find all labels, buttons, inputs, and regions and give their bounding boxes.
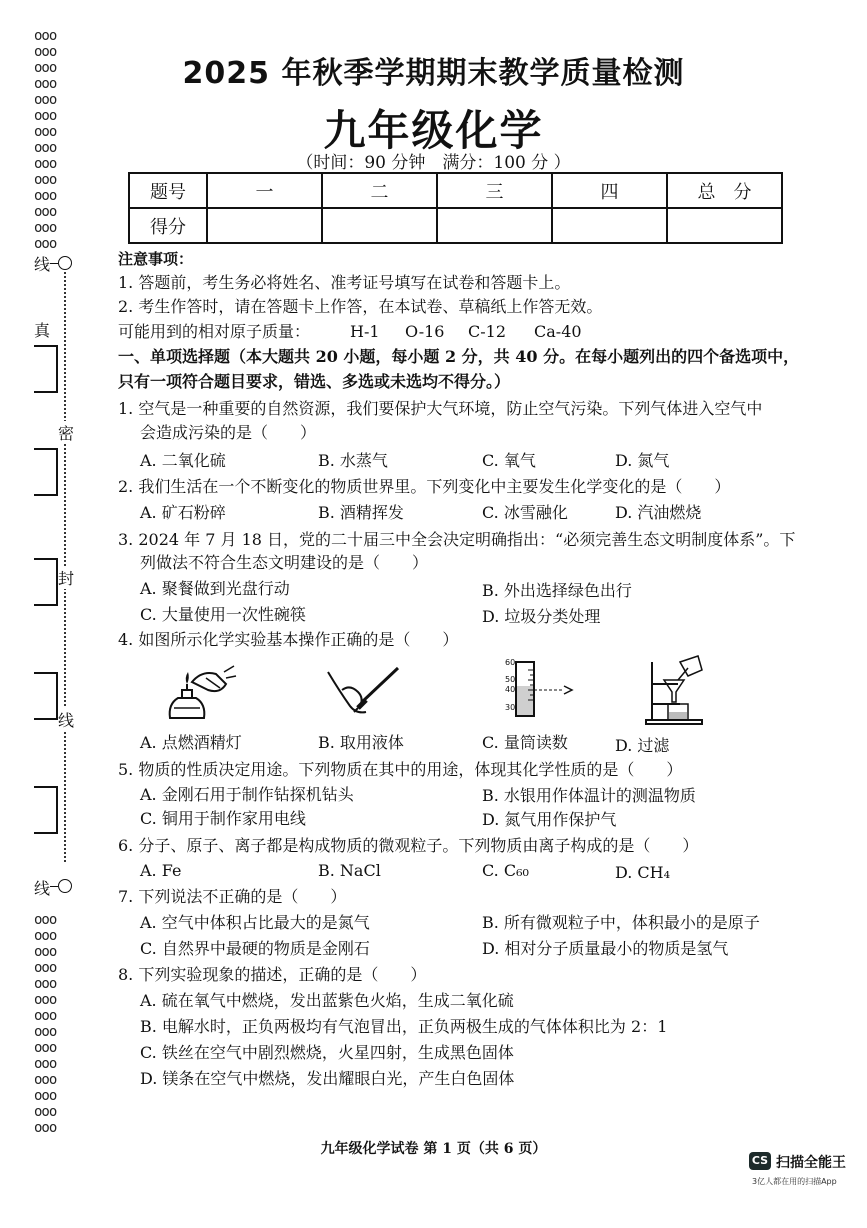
- q7-option-b: B. 所有微观粒子中，体积最小的是原子: [482, 913, 760, 932]
- score-blank[interactable]: [322, 208, 437, 243]
- score-blank[interactable]: [437, 208, 552, 243]
- notes-heading: 注意事项：: [118, 250, 194, 268]
- q7-option-a: A. 空气中体积占比最大的是氮气: [140, 913, 370, 932]
- q1-option-d: D. 氮气: [615, 451, 670, 470]
- q1-stem-cont: 会造成污染的是（ ）: [140, 423, 317, 442]
- score-cell-label: 题号: [129, 173, 207, 208]
- q7-option-c: C. 自然界中最硬的物质是金刚石: [140, 939, 370, 958]
- cylinder-tick-60: 60: [505, 658, 516, 667]
- score-table-header-row: [129, 173, 782, 208]
- q7-stem: 7. 下列说法不正确的是（ ）: [118, 887, 347, 906]
- score-row-label: 得分: [129, 208, 207, 243]
- score-cell-3: 三: [437, 173, 552, 208]
- margin-box-3: [34, 558, 58, 606]
- q4-option-d: D. 过滤: [615, 736, 670, 755]
- time-info: （时间：90 分钟 满分：100 分 ）: [296, 153, 571, 173]
- score-table: [128, 172, 783, 244]
- score-cell-2: 二: [322, 173, 437, 208]
- margin-label-fill: 真: [34, 321, 51, 340]
- q4-option-a: A. 点燃酒精灯: [140, 733, 242, 752]
- q2-option-d: D. 汽油燃烧: [615, 503, 702, 522]
- binding-ring-bottom: [58, 879, 72, 893]
- atomic-mass-h: H-1: [350, 322, 380, 341]
- q4-stem: 4. 如图所示化学实验基本操作正确的是（ ）: [118, 630, 459, 649]
- margin-label-line-top: 线: [34, 255, 51, 274]
- camscanner-name: 扫描全能王: [776, 1155, 846, 1171]
- q2-option-a: A. 矿石粉碎: [140, 503, 226, 522]
- q7-option-d: D. 相对分子质量最小的物质是氢气: [482, 939, 729, 958]
- cylinder-tick-30: 30: [505, 703, 516, 712]
- margin-box-5: [34, 786, 58, 834]
- q5-option-b: B. 水银用作体温计的测温物质: [482, 786, 696, 805]
- q4-option-c: C. 量筒读数: [482, 733, 568, 752]
- margin-label-line-mid: 线: [58, 708, 74, 731]
- margin-box-2: [34, 448, 58, 496]
- dropper-figure: [322, 662, 404, 724]
- score-cell-4: 四: [552, 173, 667, 208]
- q6-option-b: B. NaCl: [318, 861, 381, 880]
- q3-option-a: A. 聚餐做到光盘行动: [140, 579, 290, 598]
- score-blank[interactable]: [207, 208, 322, 243]
- q5-option-d: D. 氮气用作保护气: [482, 810, 617, 829]
- score-blank[interactable]: [552, 208, 667, 243]
- q8-option-a: A. 硫在氧气中燃烧，发出蓝紫色火焰，生成二氧化硫: [140, 991, 514, 1010]
- alcohol-lamp-figure: [162, 660, 238, 724]
- margin-box-4: [34, 672, 58, 720]
- margin-tick: [50, 886, 58, 887]
- q3-stem: 3. 2024 年 7 月 18 日，党的二十届三中全会决定明确指出：“必须完善生态文明制度体系”。下: [118, 530, 796, 549]
- margin-tick: [50, 263, 58, 264]
- q2-stem: 2. 我们生活在一个不断变化的物质世界里。下列变化中主要发生化学变化的是（ ）: [118, 477, 731, 496]
- section1-heading: 一、单项选择题（本大题共 20 小题，每小题 2 分，共 40 分。在每小题列出的四个备选项中，: [118, 347, 800, 366]
- q1-option-b: B. 水蒸气: [318, 451, 388, 470]
- filtration-figure: [638, 654, 710, 726]
- binding-ring-top: [58, 256, 72, 270]
- q4-option-b: B. 取用液体: [318, 733, 404, 752]
- q6-option-c: C. C₆₀: [482, 861, 529, 880]
- q6-option-a: A. Fe: [140, 861, 182, 880]
- atomic-mass-ca: Ca-40: [534, 322, 582, 341]
- exam-title: 2025 年秋季学期期末教学质量检测: [182, 56, 685, 91]
- q3-stem-cont: 列做法不符合生态文明建设的是（ ）: [140, 553, 429, 572]
- margin-label-seal-2: 封: [58, 566, 74, 589]
- subject-title: 九年级化学: [323, 106, 544, 155]
- cylinder-tick-40: 40: [505, 685, 516, 694]
- q6-stem: 6. 分子、原子、离子都是构成物质的微观粒子。下列物质由离子构成的是（ ）: [118, 836, 699, 855]
- notes-item-2: 2. 考生作答时，请在答题卡上作答，在本试卷、草稿纸上作答无效。: [118, 297, 603, 316]
- atomic-mass-c: C-12: [468, 322, 507, 341]
- q1-option-a: A. 二氧化硫: [140, 451, 226, 470]
- atomic-masses-label: 可能用到的相对原子质量：: [118, 322, 311, 341]
- score-table-score-row: [129, 208, 782, 243]
- q8-option-b: B. 电解水时，正负两极均有气泡冒出，正负两极生成的气体体积比为 2：1: [140, 1017, 668, 1036]
- margin-label-line-bottom: 线: [34, 879, 51, 898]
- q3-option-c: C. 大量使用一次性碗筷: [140, 605, 306, 624]
- notes-item-1: 1. 答题前，考生务必将姓名、准考证号填写在试卷和答题卡上。: [118, 273, 571, 292]
- q2-option-c: C. 冰雪融化: [482, 503, 568, 522]
- q1-stem: 1. 空气是一种重要的自然资源，我们要保护大气环境，防止空气污染。下列气体进入空气中: [118, 399, 763, 418]
- margin-label-seal: 密: [58, 421, 74, 444]
- score-cell-total: 总 分: [667, 173, 782, 208]
- camscanner-tagline: 3亿人都在用的扫描App: [752, 1177, 837, 1186]
- atomic-mass-o: O-16: [405, 322, 445, 341]
- cylinder-tick-50: 50: [505, 675, 516, 684]
- q8-option-d: D. 镁条在空气中燃烧，发出耀眼白光，产生白色固体: [140, 1069, 515, 1088]
- q3-option-d: D. 垃圾分类处理: [482, 607, 601, 626]
- page-footer: 九年级化学试卷 第 1 页（共 6 页）: [320, 1141, 547, 1157]
- camscanner-logo-icon: CS: [749, 1152, 771, 1170]
- score-blank[interactable]: [667, 208, 782, 243]
- q2-option-b: B. 酒精挥发: [318, 503, 404, 522]
- q8-stem: 8. 下列实验现象的描述，正确的是（ ）: [118, 965, 427, 984]
- section1-heading-cont: 只有一项符合题目要求，错选、多选或未选均不得分。）: [118, 372, 511, 391]
- score-cell-1: 一: [207, 173, 322, 208]
- margin-circles-bottom: ooo ooo ooo ooo ooo ooo ooo ooo ooo ooo ooo ooo ooo ooo: [34, 912, 57, 1136]
- q5-stem: 5. 物质的性质决定用途。下列物质在其中的用途，体现其化学性质的是（ ）: [118, 760, 683, 779]
- q6-option-d: D. CH₄: [615, 863, 671, 882]
- q5-option-a: A. 金刚石用于制作钻探机钻头: [140, 785, 354, 804]
- q5-option-c: C. 铜用于制作家用电线: [140, 809, 306, 828]
- q1-option-c: C. 氧气: [482, 451, 536, 470]
- margin-circles-top: ooo ooo ooo ooo ooo ooo ooo ooo ooo ooo ooo ooo ooo ooo: [34, 28, 57, 252]
- margin-box-1: [34, 345, 58, 393]
- q3-option-b: B. 外出选择绿色出行: [482, 581, 632, 600]
- q8-option-c: C. 铁丝在空气中剧烈燃烧，火星四射，生成黑色固体: [140, 1043, 514, 1062]
